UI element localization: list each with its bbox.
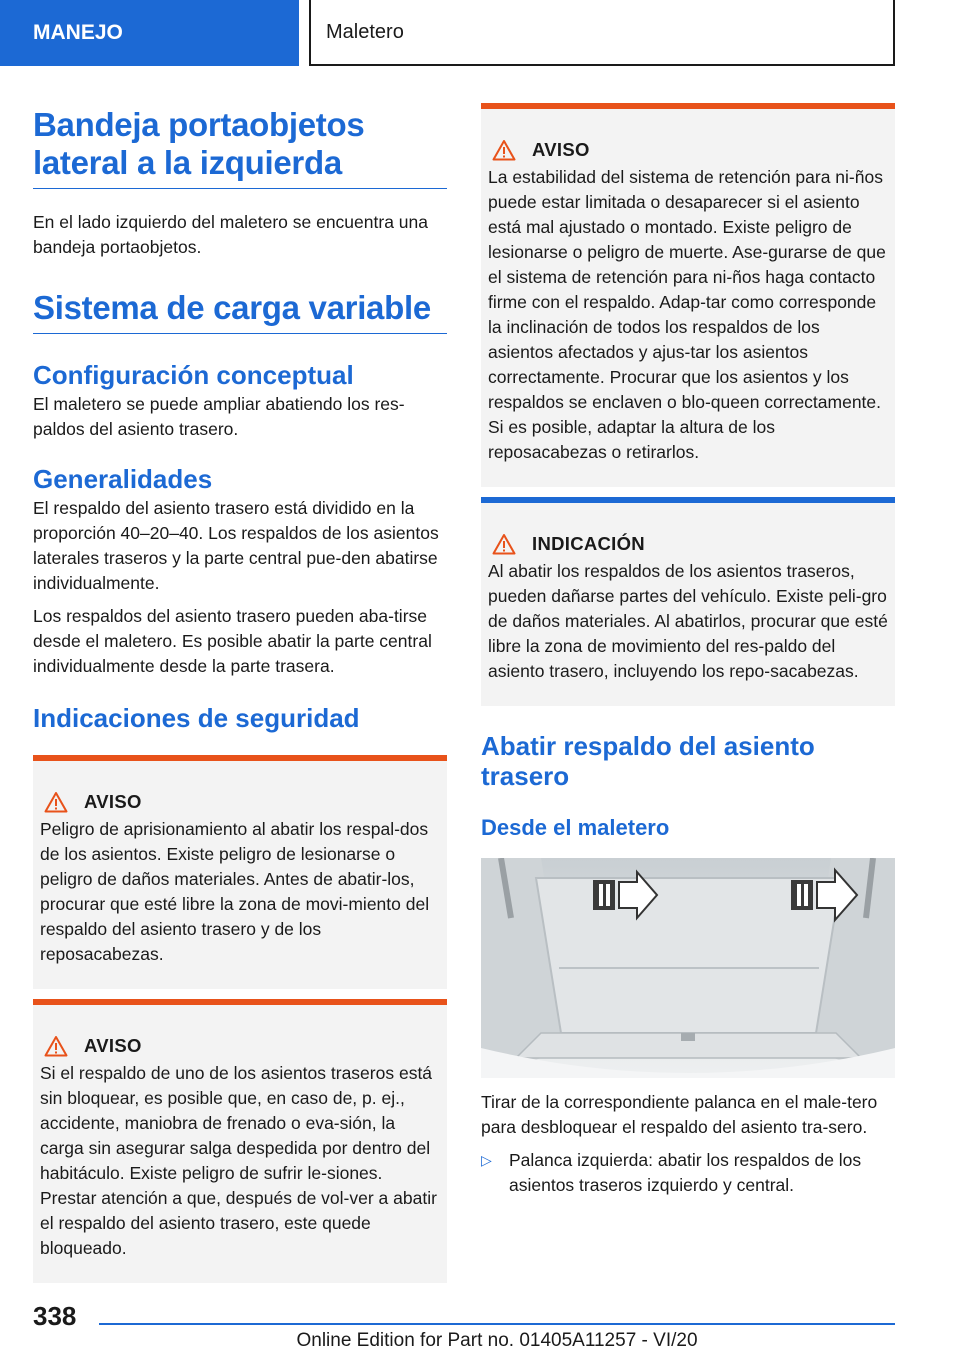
warning-title-3: AVISO	[532, 139, 590, 160]
section-tab	[0, 0, 299, 66]
trunk-illustration	[481, 858, 895, 1078]
chapter-tab	[311, 0, 895, 66]
heading-sistema: Sistema de carga variable	[33, 289, 447, 334]
paragraph-generalidades-2: Los respaldos del asiento trasero pueden aba-tirse desde el maletero. Es posible abatir la parte central individualmente desde la parte trasera.	[33, 606, 432, 676]
paragraph-configuracion: El maletero se puede ampliar abatiendo los res-paldos del asiento trasero.	[33, 394, 405, 439]
paragraph-bandeja: En el lado izquierdo del maletero se encuentra una bandeja portaobjetos.	[33, 212, 428, 257]
warning-box-2	[33, 999, 447, 1283]
bullet-triangle-icon: ▷	[481, 1152, 492, 1168]
note-box	[481, 497, 895, 706]
list-item	[481, 1148, 895, 1198]
warning-box-1	[33, 755, 447, 989]
heading-bandeja: Bandeja portaobjetos lateral a la izquierda	[33, 100, 447, 189]
warning-text-1: Peligro de aprisionamiento al abatir los respal-dos de los asientos. Existe peligro de lesionarse o peligro de daños materiales. Antes de abatir-los, procurar que esté libre la zona de movi-miento del respaldo del asiento trasero y de los reposacabezas.	[40, 819, 430, 964]
warning-title-2: AVISO	[84, 1035, 142, 1056]
heading-seguridad: Indicaciones de seguridad	[33, 703, 360, 733]
note-text: Al abatir los respaldos de los asientos traseros, pueden dañarse partes del vehículo. Existe peli-gro de daños materiales. Al abatirlos, procurar que esté libre la zona de movimiento del res-paldo del asiento trasero, incluyendo los repo-sacabezas.	[488, 561, 888, 681]
warning-text-2: Si el respaldo de uno de los asientos traseros está sin bloquear, es posible que, en caso de, p. ej., accidente, maniobra de frenado o eva-sión, la carga sin asegurar salga despedida por dentro del habitáculo. Existe peligro de sufrir le-siones. Prestar atención a que, después de vol-ver a abatir el respaldo del asiento trasero, este quede bloqueado.	[40, 1063, 437, 1258]
paragraph-tirar: Tirar de la correspondiente palanca en el male-tero para desbloquear el respaldo del asiento tra-sero.	[481, 1092, 878, 1137]
warning-triangle-icon	[44, 791, 68, 813]
heading-configuracion: Configuración conceptual	[33, 360, 354, 390]
footer-edition: Online Edition for Part no. 01405A11257 - VI/20	[296, 1330, 698, 1351]
trunk-photo	[481, 858, 895, 1078]
page-number: 338	[33, 1301, 77, 1331]
paragraph-generalidades-1: El respaldo del asiento trasero está dividido en la proporción 40–20–40. Los respaldos de los asientos laterales traseros y la parte central pue-den abatirse individualmente.	[33, 498, 439, 593]
warning-triangle-icon	[492, 139, 516, 161]
warning-title-1: AVISO	[84, 791, 142, 812]
warning-triangle-icon	[44, 1035, 68, 1057]
list-item-text: Palanca izquierda: abatir los respaldos de los asientos traseros izquierdo y central.	[509, 1150, 862, 1195]
heading-generalidades: Generalidades	[33, 464, 213, 494]
heading-desde-maletero: Desde el maletero	[481, 815, 670, 840]
chapter-title: Maletero	[326, 20, 404, 43]
heading-abatir: Abatir respaldo del asiento trasero	[481, 731, 815, 791]
note-title: INDICACIÓN	[532, 533, 645, 554]
right-column	[481, 103, 895, 1198]
warning-triangle-icon	[492, 533, 516, 555]
warning-text-3: La estabilidad del sistema de retención para ni-ños puede estar limitada o desaparecer si el asiento está mal ajustado o montado. Existe peligro de lesionarse o peligro de muerte. Ase-gurarse de que el sistema de retención para ni-ños haga contacto firme con el respaldo. Adap-tar como corresponde la inclinación de todos los respaldos de los asientos afectados y ajus-tar los asientos correctamente. Procurar que los asientos y los respaldos se enclaven o blo-queen correctamente. Si es posible, adaptar la altura de los reposacabezas o retirarlos.	[488, 167, 886, 462]
warning-box-3	[481, 103, 895, 487]
left-column	[33, 100, 447, 1283]
footer-rule	[99, 1323, 895, 1325]
section-title: MANEJO	[33, 21, 123, 44]
